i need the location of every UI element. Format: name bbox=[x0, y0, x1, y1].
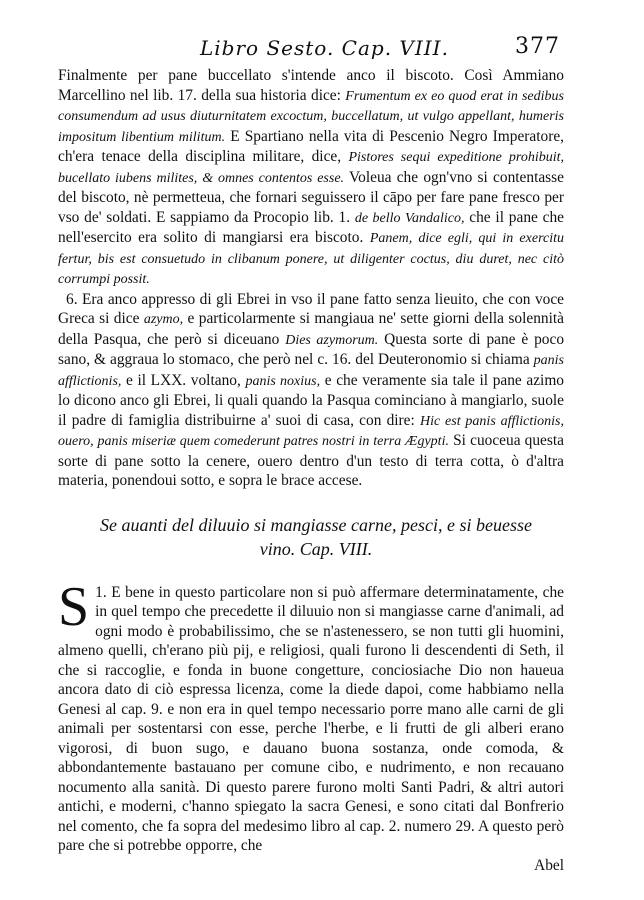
latin-quote: de bello Vandalico, bbox=[354, 210, 465, 226]
page-body bbox=[58, 66, 564, 875]
paragraph-azymo: 6. Era anco appresso di gli Ebrei in vso il pane fatto senza lieuito, che con voce Greca si dice azymo, e particolarmente si mangiaua ne' sette giorni della solennità della Pasqua, che però si diceuano Dies azymorum. Questa sorte di pane è poco sano, & aggraua lo stomaco, che però nel c. 16. del Deuteronomio si chiama panis afflictionis, e il LXX. voltano, panis noxius, e che veramente sia tale il pane azimo lo dicono anco gli Ebrei, li quali quando la Pasqua cominciano à mangiarlo, suole il padre di famiglia distribuirne a' suoi di casa, con dire: Hic est panis afflictionis, ouero, panis miseriæ quem comederunt patres nostri in terra Ægypti. Si cuoceua questa sorte di pane sotto la cenere, ouero dentro d'un testo di terra cotta, ò d'altra materia, ponendoui sotto, e sopra le brace accese. bbox=[58, 290, 565, 489]
latin-quote: Frumentum ex eo quod erat in sedibus consumendum ad usus diuturnitatem excoctum, buccellatum, ut vulgo appellant, humeris impositum libentium militum. bbox=[58, 88, 564, 145]
catchword: Abel bbox=[534, 856, 564, 874]
running-head bbox=[200, 36, 560, 60]
latin-quote: Panem, dice egli, qui in exercitu fertur, bis est consuetudo in clibanum ponere, ut diligenter coctus, diu duret, nec citò corrumpi possit. bbox=[58, 231, 564, 287]
page-number: 377 bbox=[515, 34, 560, 59]
paragraph-biscotto: Finalmente per pane buccellato s'intende anco il biscoto. Così Ammiano Marcellino nel lib. 17. della sua historia dice: Frumentum ex eo quod erat in sedibus consumendum ad usus diuturnitatem excoctum, buccellatum, ut vulgo appellant, humeris impositum libentium militum. E Spartiano nella vita di Pescenio Negro Imperatore, ch'era tenace della disciplina militare, dice, Pistores sequi expeditione prohibuit, bucellato iubens milites, & omnes contentos esse. Voleua che ogn'vno si contentasse del biscoto, nè permetteua, che fornari seguissero il cāpo per fare pane fresco per vso de' soldati. E sappiamo da Procopio lib. 1. de bello Vandalico, che il pane che nell'esercito era solito di mangiarsi era biscoto. Panem, dice egli, qui in exercitu fertur, bis est consuetudo in clibanum ponere, ut diligenter coctus, diu duret, nec citò corrumpi possit. bbox=[58, 67, 565, 287]
latin-quote: Pistores sequi expeditione prohibuit, bucellato iubens milites, & omnes contentos esse. bbox=[58, 150, 564, 186]
running-title: Libro Sesto. Cap. VIII. bbox=[200, 36, 449, 60]
paragraph-number: 1. bbox=[95, 583, 107, 601]
drop-cap: S bbox=[58, 575, 90, 638]
paragraph-diluuio: 1. S E bene in questo particolare non si può affermare determinatamente, che in quel tempo che precedette il diluuio non si mangiasse carne d'animali, ad ogni modo è probabilissimo, che se n'astenessero, se non tutti gli huomini, almeno quelli, ch'erano più pij, e religiosi, quali furono li descendenti di Seth, il che si raccoglie, e fonda in buone congetture, conciosiache Dio non haueua ancora dato di ciò espressa licenza, come la diede dapoi, come habbiamo nella Genesi al cap. 9. e non era in quel tempo necessario porre mano alle carni de gli animali per sostentarsi con esse, perche l'herbe, e li frutti de gli alberi erano vigorosi, di buon sugo, e dauano buona sostanza, onde comoda, & abbondantemente bastauano per comune cibo, e nudrimento, e non recauano nocumento alla sanità. Di questo parere furono molti Santi Padri, & altri autori antichi, e moderni, c'hanno spiegato la sacra Genesi, e sono citati dal Bonfrerio nel comento, che fa sopra del medesimo libro al cap. 2. numero 29. A questo però pare che si potrebbe opporre, che bbox=[58, 575, 564, 854]
chapter-heading: Se auanti del diluuio si mangiasse carne, pesci, e si beuesse vino. Cap. VIII. bbox=[100, 514, 532, 559]
